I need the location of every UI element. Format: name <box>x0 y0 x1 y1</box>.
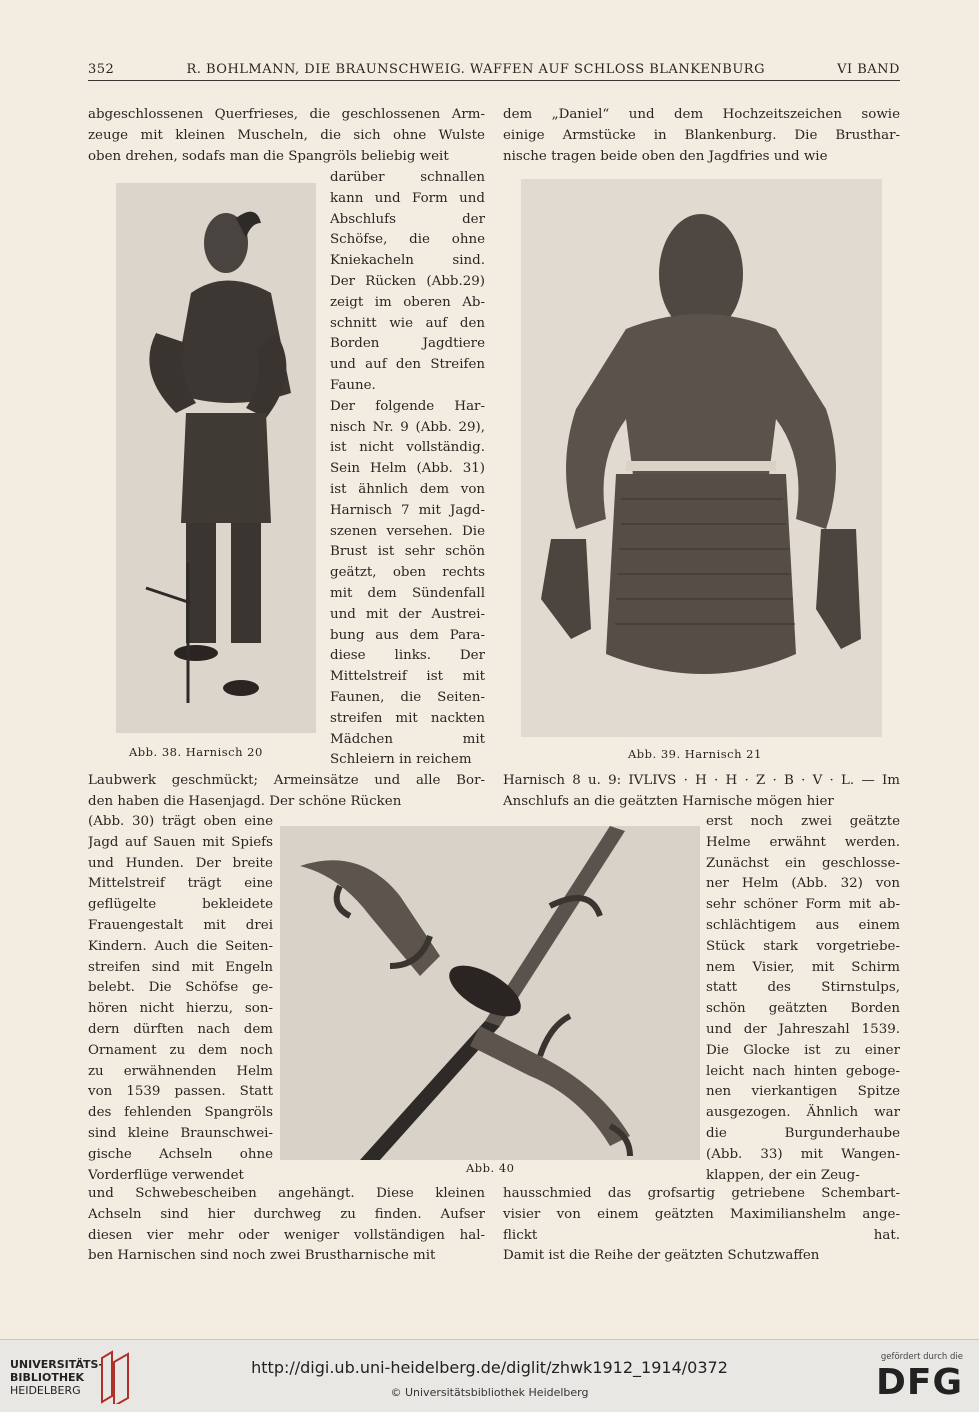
text-line: sind kleine Braunschwei- <box>88 1125 273 1141</box>
text-line: (Abb. 30) trägt oben eine <box>88 814 273 829</box>
running-title: R. BOHLMANN, DIE BRAUNSCHWEIG. WAFFEN AUF SCHLOSS BLANKENBURG <box>186 62 765 77</box>
text-line: oben drehen, sodafs man die Spangröls beliebig weit <box>88 148 449 164</box>
library-name-line3: HEIDELBERG <box>10 1384 81 1397</box>
text-line: Der folgende Har- <box>330 398 485 414</box>
text-line: geätzt, oben rechts <box>330 565 485 581</box>
text-line: erst noch zwei geätzte <box>706 814 900 829</box>
text-line: Mittelstreif ist mit <box>330 669 485 685</box>
text-line: schnitt wie auf den <box>330 315 485 331</box>
text-line: einige Armstücke in Blankenburg. Die Brusthar- <box>503 127 900 143</box>
text-line: zeigt im oberen Ab- <box>330 294 485 310</box>
text-line: dem „Daniel“ und dem Hochzeitszeichen sowie <box>503 107 900 122</box>
text-line: ner Helm (Abb. 32) von <box>706 876 900 892</box>
text-line: darüber schnallen <box>330 170 485 185</box>
left-column-top-text <box>88 105 485 167</box>
text-line: ist nicht vollständig. <box>330 440 485 456</box>
text-line: Vorderflüge verwendet <box>88 1167 244 1183</box>
text-line: Kindern. Auch die Seiten- <box>88 938 273 954</box>
text-line: szenen versehen. Die <box>330 523 485 539</box>
text-line: kann und Form und <box>330 190 485 206</box>
text-line: ben Harnischen sind noch zwei Brustharnische mit <box>88 1248 436 1264</box>
text-line: schön geätzten Borden <box>706 1001 900 1017</box>
figure-39-armor <box>521 179 882 737</box>
text-line: Zunächst ein geschlosse- <box>706 855 900 871</box>
text-line: und Schwebescheiben angehängt. Diese kleinen <box>88 1186 485 1201</box>
text-line: Harnisch 8 u. 9: IVLIVS · H · H · Z · B · V · L. — Im <box>503 773 900 788</box>
dfg-logo: DFG <box>875 1362 963 1403</box>
text-line: die Burgunderhaube <box>706 1125 900 1141</box>
text-line: Schöfse, die ohne <box>330 232 485 248</box>
text-line: geflügelte bekleidete <box>88 897 273 913</box>
text-line: Helme erwähnt werden. <box>706 834 900 850</box>
text-line: Harnisch 7 mit Jagd- <box>330 502 485 518</box>
text-line: und mit der Austrei- <box>330 606 485 622</box>
text-line: Ornament zu dem noch <box>88 1042 273 1058</box>
text-line: bung aus dem Para- <box>330 627 485 643</box>
text-line: von 1539 passen. Statt <box>88 1084 273 1100</box>
text-line: nem Visier, mit Schirm <box>706 959 900 975</box>
text-line: zu erwähnenden Helm <box>88 1063 273 1079</box>
text-line: flickt hat. <box>503 1227 900 1243</box>
left-column-narrow-text <box>330 168 485 771</box>
figure-38-armor <box>116 183 316 733</box>
left-column-side-text <box>88 812 273 1186</box>
library-name-line1: UNIVERSITÄTS- <box>10 1358 104 1371</box>
dfg-note: gefördert durch die <box>880 1352 963 1362</box>
text-line: und Hunden. Der breite <box>88 855 273 871</box>
text-line: Frauengestalt mit drei <box>88 917 273 933</box>
text-line: Damit ist die Reihe der geätzten Schutzwaffen <box>503 1248 820 1264</box>
text-line: Abschlufs der <box>330 211 485 227</box>
text-line: diese links. Der <box>330 648 485 664</box>
text-line: ist ähnlich dem von <box>330 481 485 497</box>
running-header <box>88 62 900 81</box>
copyright-notice: © Universitätsbibliothek Heidelberg <box>390 1386 589 1399</box>
text-line: sehr schöner Form mit ab- <box>706 897 900 913</box>
figure-38-caption: Abb. 38. Harnisch 20 <box>129 745 263 759</box>
text-line: zeuge mit kleinen Muscheln, die sich ohne Wulste <box>88 127 485 143</box>
text-line: streifen mit nackten <box>330 710 485 726</box>
text-line: hören nicht hierzu, son- <box>88 1001 273 1017</box>
text-line: visier von einem geätzten Maximilianshelm ange- <box>503 1206 900 1222</box>
text-line: leicht nach hinten geboge- <box>706 1063 900 1079</box>
text-line: streifen sind mit Engeln <box>88 959 273 975</box>
text-line: Mädchen mit <box>330 731 485 747</box>
text-line: Brust ist sehr schön <box>330 544 485 560</box>
left-column-bottom-text <box>88 1184 485 1267</box>
text-line: nische tragen beide oben den Jagdfries und wie <box>503 148 828 164</box>
footer-bar <box>0 1339 979 1412</box>
text-line: Stück stark vorgetriebe- <box>706 938 900 954</box>
text-line: Schleiern in reichem <box>330 752 472 768</box>
text-line: und der Jahreszahl 1539. <box>706 1021 900 1037</box>
text-line: nen vierkantigen Spitze <box>706 1084 900 1100</box>
text-line: Kniekacheln sind. <box>330 253 485 269</box>
text-line: schlächtigem aus einem <box>706 917 900 933</box>
text-line: dern dürften nach dem <box>88 1021 273 1037</box>
figure-40-caption: Abb. 40 <box>466 1161 515 1175</box>
permalink-url[interactable]: http://digi.ub.uni-heidelberg.de/diglit/zhwk1912_1914/0372 <box>251 1358 728 1377</box>
text-line: mit dem Sündenfall <box>330 585 485 601</box>
text-line: hausschmied das grofsartig getriebene Schembart- <box>503 1186 900 1201</box>
text-line: Anschlufs an die geätzten Harnische mögen hier <box>503 793 834 809</box>
text-line: Jagd auf Sauen mit Spiefs <box>88 834 273 850</box>
text-line: ausgezogen. Ähnlich war <box>706 1105 900 1121</box>
text-line: abgeschlossenen Querfrieses, die geschlossenen Arm- <box>88 107 485 122</box>
text-line: des fehlenden Spangröls <box>88 1105 273 1121</box>
text-line: statt des Stirnstulps, <box>706 980 900 996</box>
text-line: Faunen, die Seiten- <box>330 689 485 705</box>
text-line: Mittelstreif trägt eine <box>88 876 273 892</box>
figure-40-weapon <box>280 826 700 1160</box>
text-line: und auf den Streifen <box>330 357 485 373</box>
text-line: Borden Jagdtiere <box>330 336 485 352</box>
right-column-bottom-text <box>503 1184 900 1267</box>
right-column-side-text <box>706 812 900 1186</box>
text-line: (Abb. 33) mit Wangen- <box>706 1146 900 1162</box>
text-line: Laubwerk geschmückt; Armeinsätze und alle Bor- <box>88 773 485 788</box>
text-line: gische Achseln ohne <box>88 1146 273 1162</box>
text-line: Achseln sind hier durchweg zu finden. Aufser <box>88 1206 485 1222</box>
text-line: Der Rücken (Abb.29) <box>330 273 485 289</box>
left-column-mid-text <box>88 771 485 813</box>
text-line: den haben die Hasenjagd. Der schöne Rücken <box>88 793 402 809</box>
volume-label: VI BAND <box>837 62 900 77</box>
text-line: diesen vier mehr oder weniger vollständigen hal- <box>88 1227 485 1243</box>
text-line: nisch Nr. 9 (Abb. 29), <box>330 419 485 435</box>
text-line: klappen, der ein Zeug- <box>706 1167 860 1183</box>
text-line: Sein Helm (Abb. 31) <box>330 461 485 477</box>
figure-39-caption: Abb. 39. Harnisch 21 <box>628 747 762 761</box>
text-line: belebt. Die Schöfse ge- <box>88 980 273 996</box>
page-number: 352 <box>88 62 115 77</box>
text-line: Faune. <box>330 377 376 393</box>
right-column-mid-text <box>503 771 900 813</box>
right-column-top-text <box>503 105 900 167</box>
text-line: Die Glocke ist zu einer <box>706 1042 900 1058</box>
library-name-line2: BIBLIOTHEK <box>10 1371 85 1384</box>
